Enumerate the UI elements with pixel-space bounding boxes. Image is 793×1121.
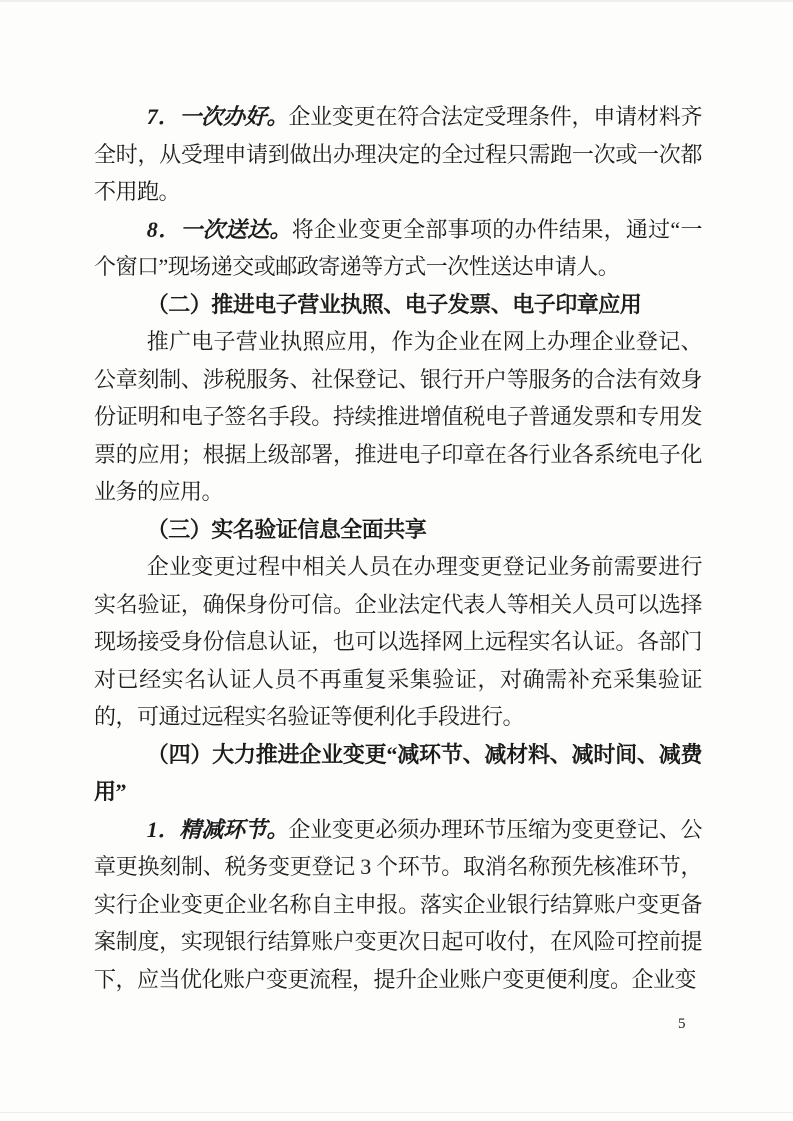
scan-artifact-top-edge — [0, 0, 793, 2]
item-1-paragraph — [94, 811, 702, 999]
item-8-lead: 8．一次送达。 — [146, 216, 292, 242]
item-8-paragraph — [94, 211, 702, 286]
section-2-heading: （二）推进电子营业执照、电子发票、电子印章应用 — [146, 291, 642, 317]
section-3-paragraph: 企业变更过程中相关人员在办理变更登记业务前需要进行实名验证，确保身份可信。企业法定代表人等相关人员可以选择现场接受身份信息认证，也可以选择网上远程实名认证。各部门对已经实名认证人员不再重复采集验证，对确需补充采集验证的，可通过远程实名验证等便利化手段进行。 — [94, 554, 702, 729]
item-7-text: 企业变更在符合法定受理条件，申请材料齐全时，从受理申请到做出办理决定的全过程只需跑一次或一次都不用跑。 — [94, 104, 702, 204]
section-4-heading: （四）大力推进企业变更“减环节、减材料、减时间、减费用” — [94, 741, 702, 804]
item-1-lead: 1．精减环节。 — [146, 816, 289, 842]
section-2-paragraph: 推广电子营业执照应用，作为企业在网上办理企业登记、公章刻制、涉税服务、社保登记、银行开户等服务的合法有效身份证明和电子签名手段。持续推进增值税电子普通发票和专用发票的应用；根据上级部署，推进电子印章在各行业各系统电子化业务的应用。 — [94, 329, 702, 504]
item-7-paragraph — [94, 98, 702, 211]
item-1-text: 企业变更必须办理环节压缩为变更登记、公章更换刻制、税务变更登记 3 个环节。取消名称预先核准环节，实行企业变更企业名称自主申报。落实企业银行结算账户变更备案制度，实现银行结算账户变更次日起可收付，在风险可控前提下，应当优化账户变更流程，提升企业账户变更便利度。企业变 — [94, 816, 702, 992]
page-number: 5 — [678, 1016, 686, 1032]
document-body — [94, 98, 702, 998]
item-7-lead: 7．一次办好。 — [146, 104, 289, 129]
section-3-heading: （三）实名验证信息全面共享 — [146, 516, 427, 542]
item-8-text: 将企业变更全部事项的办件结果，通过“一个窗口”现场递交或邮政寄递等方式一次性送达申请人。 — [94, 216, 702, 279]
scan-artifact-bottom-edge — [0, 1112, 793, 1113]
